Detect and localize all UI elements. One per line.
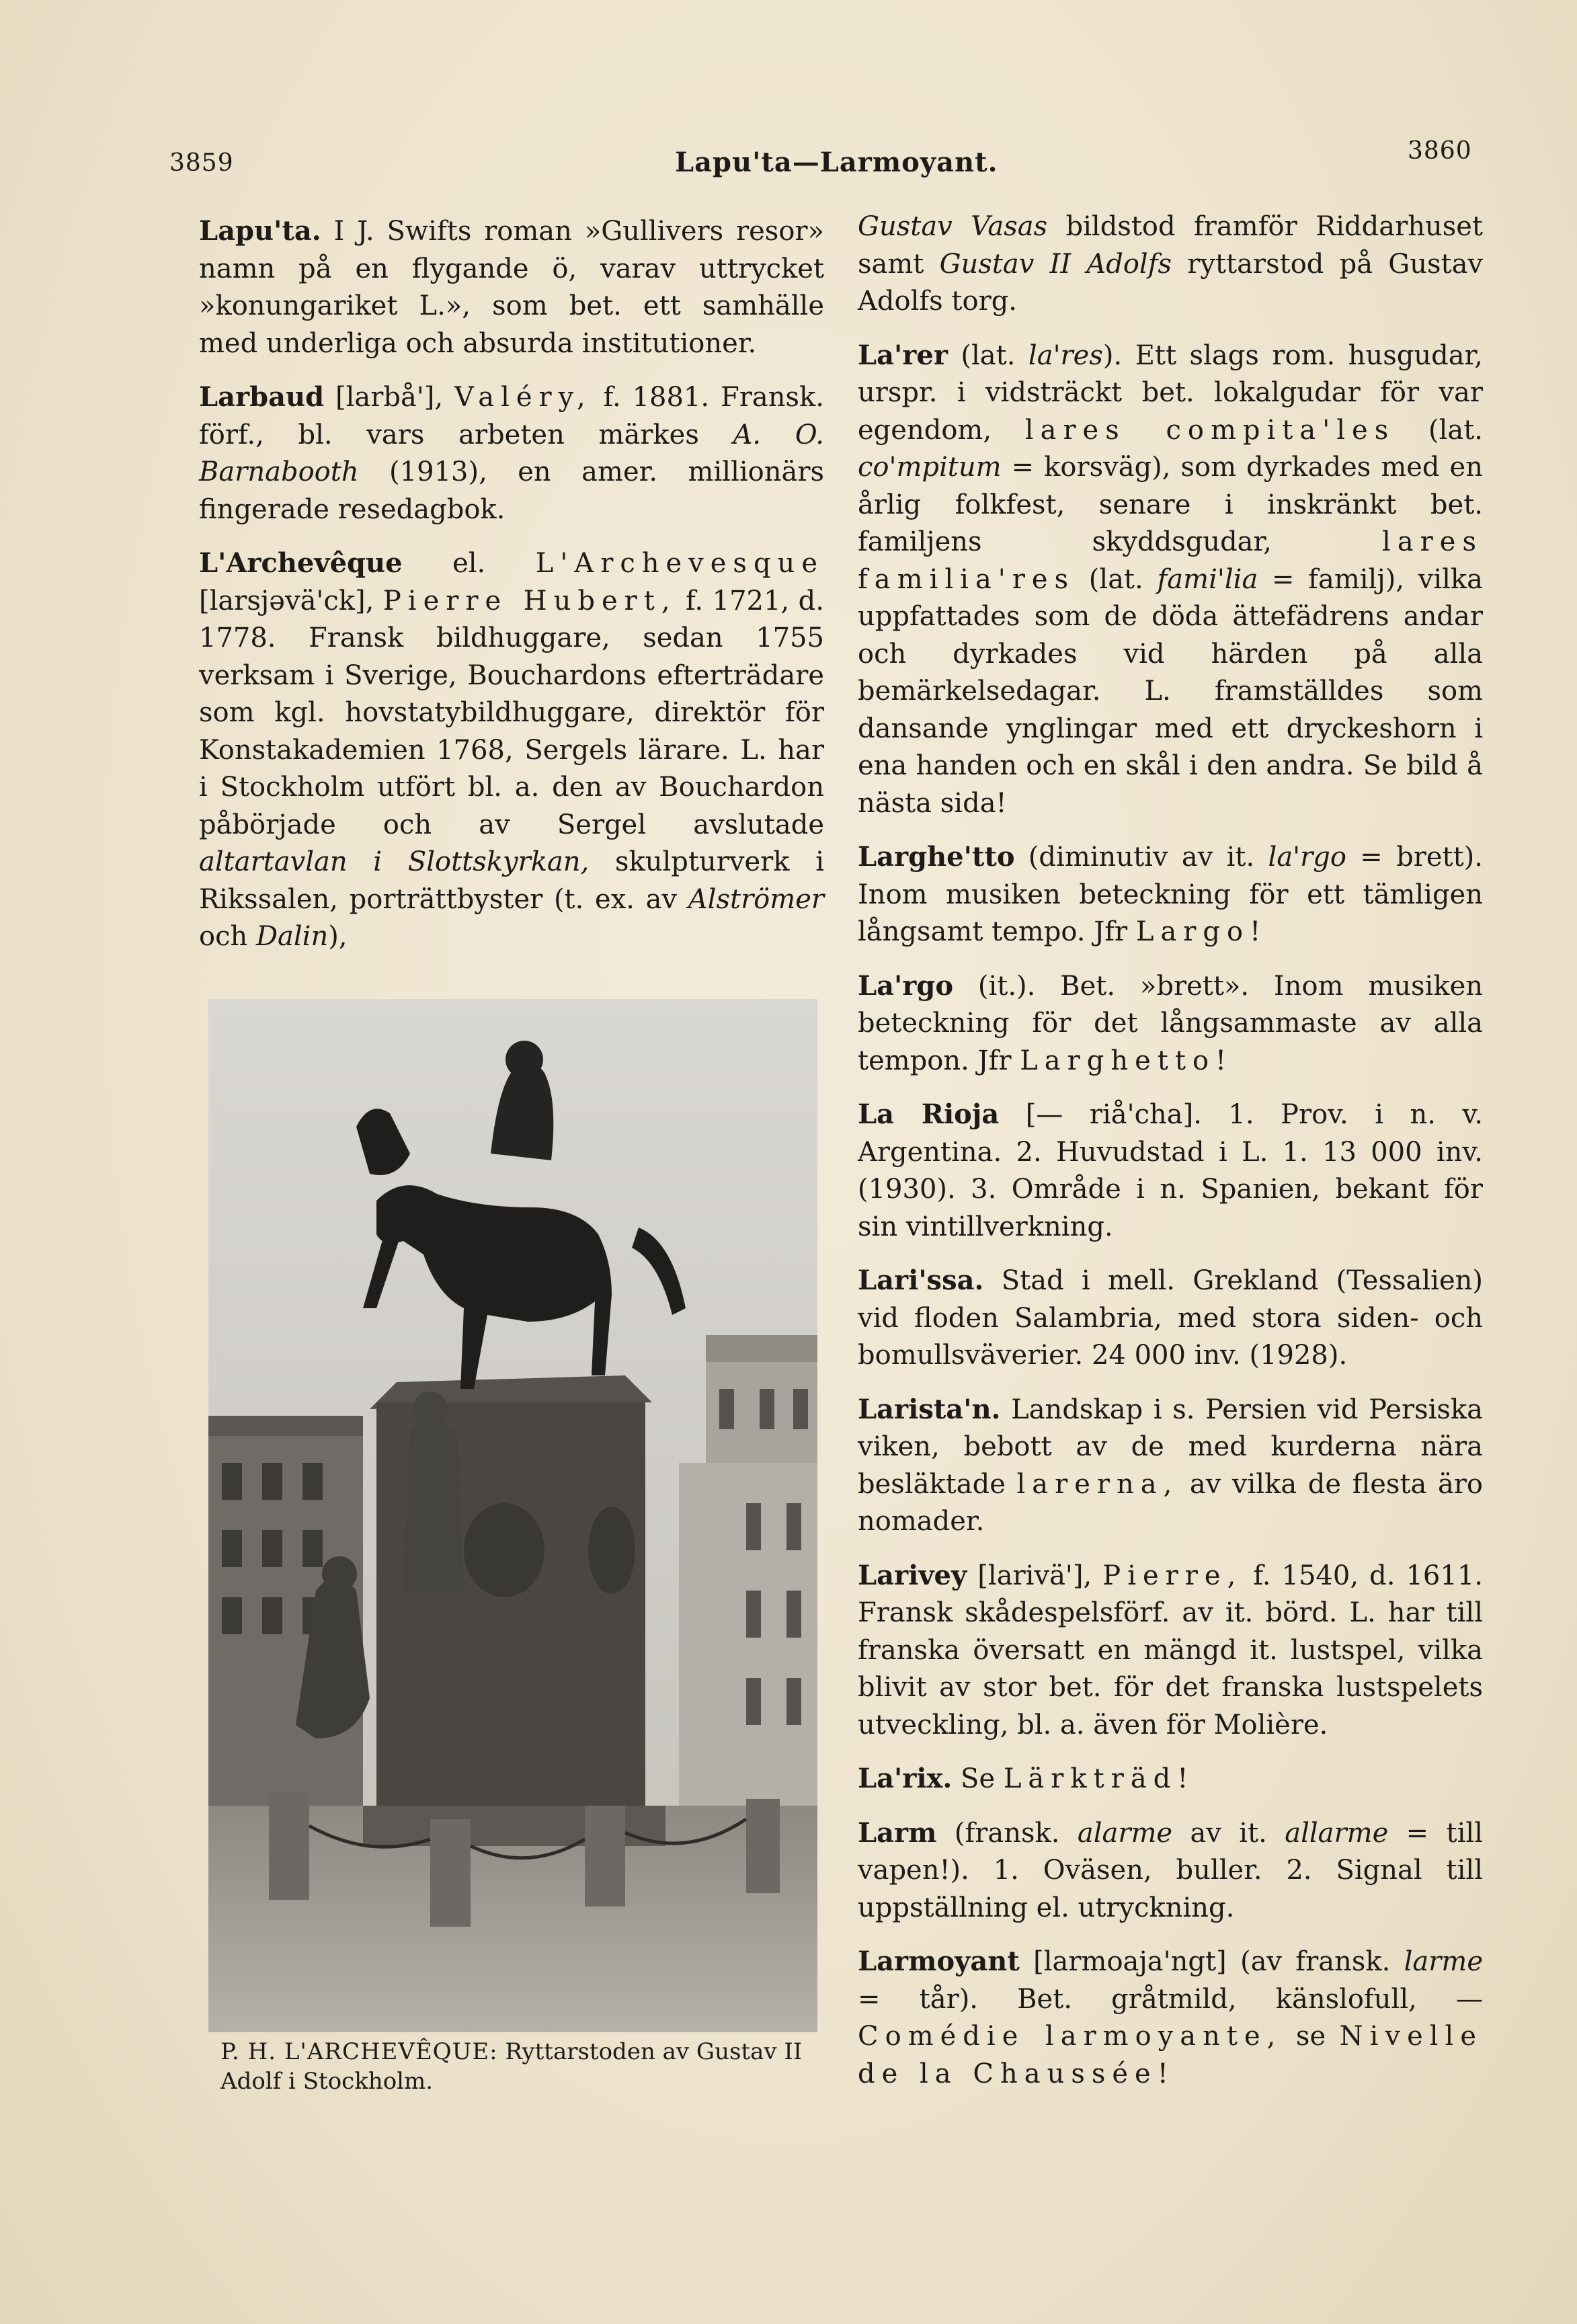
caption-name: P. H. L'ARCHEVÊQUE:	[220, 2038, 498, 2065]
latin-term: fami'lia	[1157, 563, 1258, 595]
entry-laputa	[199, 212, 824, 362]
french-term: alarme	[1077, 1817, 1173, 1849]
left-column	[199, 212, 824, 972]
spaced-name: Pierre,	[1102, 1560, 1243, 1591]
spaced-name: L'Archevesque	[535, 548, 824, 579]
entry-text: [larivä'],	[967, 1560, 1103, 1591]
entry-larer	[858, 337, 1483, 823]
work-title: A. O. Barnabooth	[199, 419, 824, 487]
entry-text: (it.). Bet. »brett». Inom musiken beteckning för det långsammaste av alla tempon. Jfr	[858, 970, 1483, 1076]
entry-text: (fransk.	[936, 1817, 1078, 1849]
entry-larbaud	[199, 378, 824, 528]
entry-larivey	[858, 1557, 1483, 1745]
headword: Larivey	[858, 1559, 967, 1591]
french-term: larme	[1404, 1946, 1483, 1977]
headword: Larghe'tto	[858, 841, 1015, 873]
entry-continuation	[858, 208, 1483, 321]
entry-text: f. 1721, d. 1778. Fransk bildhuggare, sedan 1755 verksam i Sverige, Bouchardons efterträdare som kgl. hovstatybildhuggare, direktör för Konstakademien 1768, Sergels lärare. L. har i Stockholm utfört bl. a. den av Bouchardon påbörjade och av Sergel avslutade	[199, 585, 824, 840]
entry-text: ). Ett slags rom. husgudar, urspr. i vidsträckt bet. lokalgudar för var egendom,	[858, 339, 1483, 446]
page-number-left: 3859	[169, 149, 234, 177]
entry-larghetto	[858, 838, 1483, 951]
headword: Larmoyant	[858, 1946, 1020, 1977]
spaced-term: Comédie larmoyante,	[858, 2021, 1283, 2052]
entry-laristan	[858, 1391, 1483, 1541]
headword: Lapu'ta.	[199, 215, 321, 247]
entry-text: (diminutiv av it.	[1014, 842, 1268, 873]
headword: Larista'n.	[858, 1393, 1001, 1425]
entry-text: ryttarstod på Gustav Adolfs torg.	[858, 248, 1484, 317]
entry-text: se	[1282, 2021, 1340, 2052]
headword: La'rgo	[858, 969, 954, 1002]
entry-text: Landskap i s. Persien vid Persiska viken, bebott av de med kurderna nära besläktade	[858, 1394, 1483, 1500]
headword: L'Archevêque	[199, 547, 403, 579]
entry-text: = korsväg), som dyrkades med en årlig folkfest, senare i inskränkt bet. familjens skyddsgudar,	[858, 452, 1483, 557]
entry-text: Se	[952, 1763, 1004, 1794]
photo-caption	[220, 2037, 846, 2096]
headword: La'rer	[858, 339, 948, 371]
entry-text: skulpturverk i Rikssalen, porträttbyster (t. ex. av	[199, 846, 824, 915]
entry-text: [— riå'cha]. 1. Prov. i n. v. Argentina. 2. Huvudstad i L. 1. 13 000 inv. (1930). 3. Område i n. Spanien, bekant för sin vintillverkning.	[858, 1099, 1483, 1242]
work-title: Gustav Vasas	[858, 211, 1048, 242]
spaced-term: larerna,	[1016, 1468, 1179, 1500]
headword: La'rix.	[858, 1763, 953, 1794]
entry-larix	[858, 1760, 1483, 1798]
entry-text: I J. Swifts roman »Gullivers resor» namn på en flygande ö, varav uttrycket »konungariket L.», som bet. ett samhälle med underliga och absurda institutioner.	[199, 216, 824, 359]
entry-largo	[858, 967, 1483, 1080]
caption-text: Ryttarstoden av Gustav II Adolf i Stockholm.	[220, 2038, 803, 2095]
latin-term: co'mpitum	[858, 452, 1002, 483]
headword: Larm	[858, 1816, 937, 1849]
entry-text: [larbå'],	[324, 382, 455, 413]
entry-text: av it.	[1172, 1817, 1285, 1849]
cross-reference: Lärkträd!	[1003, 1763, 1195, 1794]
entry-text: bildstod framför Riddarhuset samt	[858, 211, 1483, 280]
spaced-name: Valéry,	[454, 382, 592, 413]
spaced-term: lares compita'les	[1024, 414, 1396, 446]
entry-larmoyant	[858, 1943, 1483, 2093]
entry-la-rioja	[858, 1096, 1483, 1246]
entry-text: f. 1881. Fransk. förf., bl. vars arbeten märkes	[199, 382, 824, 450]
entry-text: f. 1540, d. 1611. Fransk skådespelsförf. av it. börd. L. har till franska översatt en mängd it. lustspel, vilka blivit av stor bet. för det franska lustspelets utveckling, bl. a. även för Molière.	[858, 1560, 1483, 1740]
entry-text: ),	[328, 921, 348, 952]
work-title: Dalin	[255, 921, 329, 952]
cross-reference: Nivelle de la Chaussée!	[858, 2021, 1483, 2089]
entry-text: [larmoaja'ngt] (av fransk.	[1019, 1946, 1404, 1977]
headword: Larbaud	[199, 381, 325, 413]
entry-text: el.	[402, 548, 536, 579]
entry-larissa	[858, 1262, 1483, 1375]
headword: La Rioja	[858, 1098, 1000, 1130]
work-title: altartavlan i Slottskyrkan,	[199, 846, 590, 877]
entry-text: = till vapen!). 1. Oväsen, buller. 2. Signal till uppställning el. utryckning.	[858, 1817, 1483, 1923]
entry-text: (1913), en amer. millionärs fingerade resedagbok.	[199, 456, 824, 525]
running-head: Lapu'ta—Larmoyant.	[675, 147, 998, 178]
right-column	[858, 208, 1483, 2109]
work-title: Alströmer	[688, 883, 824, 915]
entry-text: och	[199, 921, 256, 952]
headword: Lari'ssa.	[858, 1265, 984, 1296]
entry-text: (lat.	[1395, 414, 1484, 446]
italian-term: la'rgo	[1268, 842, 1346, 873]
page-number-right: 3860	[1408, 137, 1472, 165]
italian-term: allarme	[1285, 1817, 1389, 1849]
entry-text: (lat.	[947, 339, 1028, 371]
entry-larm	[858, 1814, 1483, 1927]
spaced-term: lares familia'res	[858, 526, 1483, 595]
cross-reference: Larghetto!	[1020, 1045, 1234, 1076]
spaced-name: Pierre Hubert,	[382, 585, 677, 616]
work-title: Gustav II Adolfs	[939, 248, 1172, 280]
entry-text: Stad i mell. Grekland (Tessalien) vid floden Salambria, med stora siden- och bomullsväverier. 24 000 inv. (1928).	[858, 1265, 1483, 1371]
entry-text: = brett). Inom musiken beteckning för ett tämligen långsamt tempo. Jfr	[858, 842, 1484, 947]
entry-larcheveque	[199, 545, 824, 956]
latin-term: la'res	[1028, 339, 1103, 371]
cross-reference: Largo!	[1135, 916, 1268, 947]
entry-text: (lat.	[1075, 563, 1158, 595]
entry-text: [larsjəvä'ck],	[199, 585, 383, 616]
entry-text: = familj), vilka uppfattades som de döda ättefädrens andar och dyrkades vid härden på alla bemärkelsedagar. L. framställdes som dansande ynglingar med ett dryckeshorn i ena handen och en skål i den andra. Se bild å nästa sida!	[858, 563, 1483, 819]
statue-photograph	[208, 999, 817, 2032]
entry-text: = tår). Bet. gråtmild, känslofull, —	[858, 1983, 1483, 2015]
entry-text: av vilka de flesta äro nomader.	[858, 1468, 1483, 1537]
